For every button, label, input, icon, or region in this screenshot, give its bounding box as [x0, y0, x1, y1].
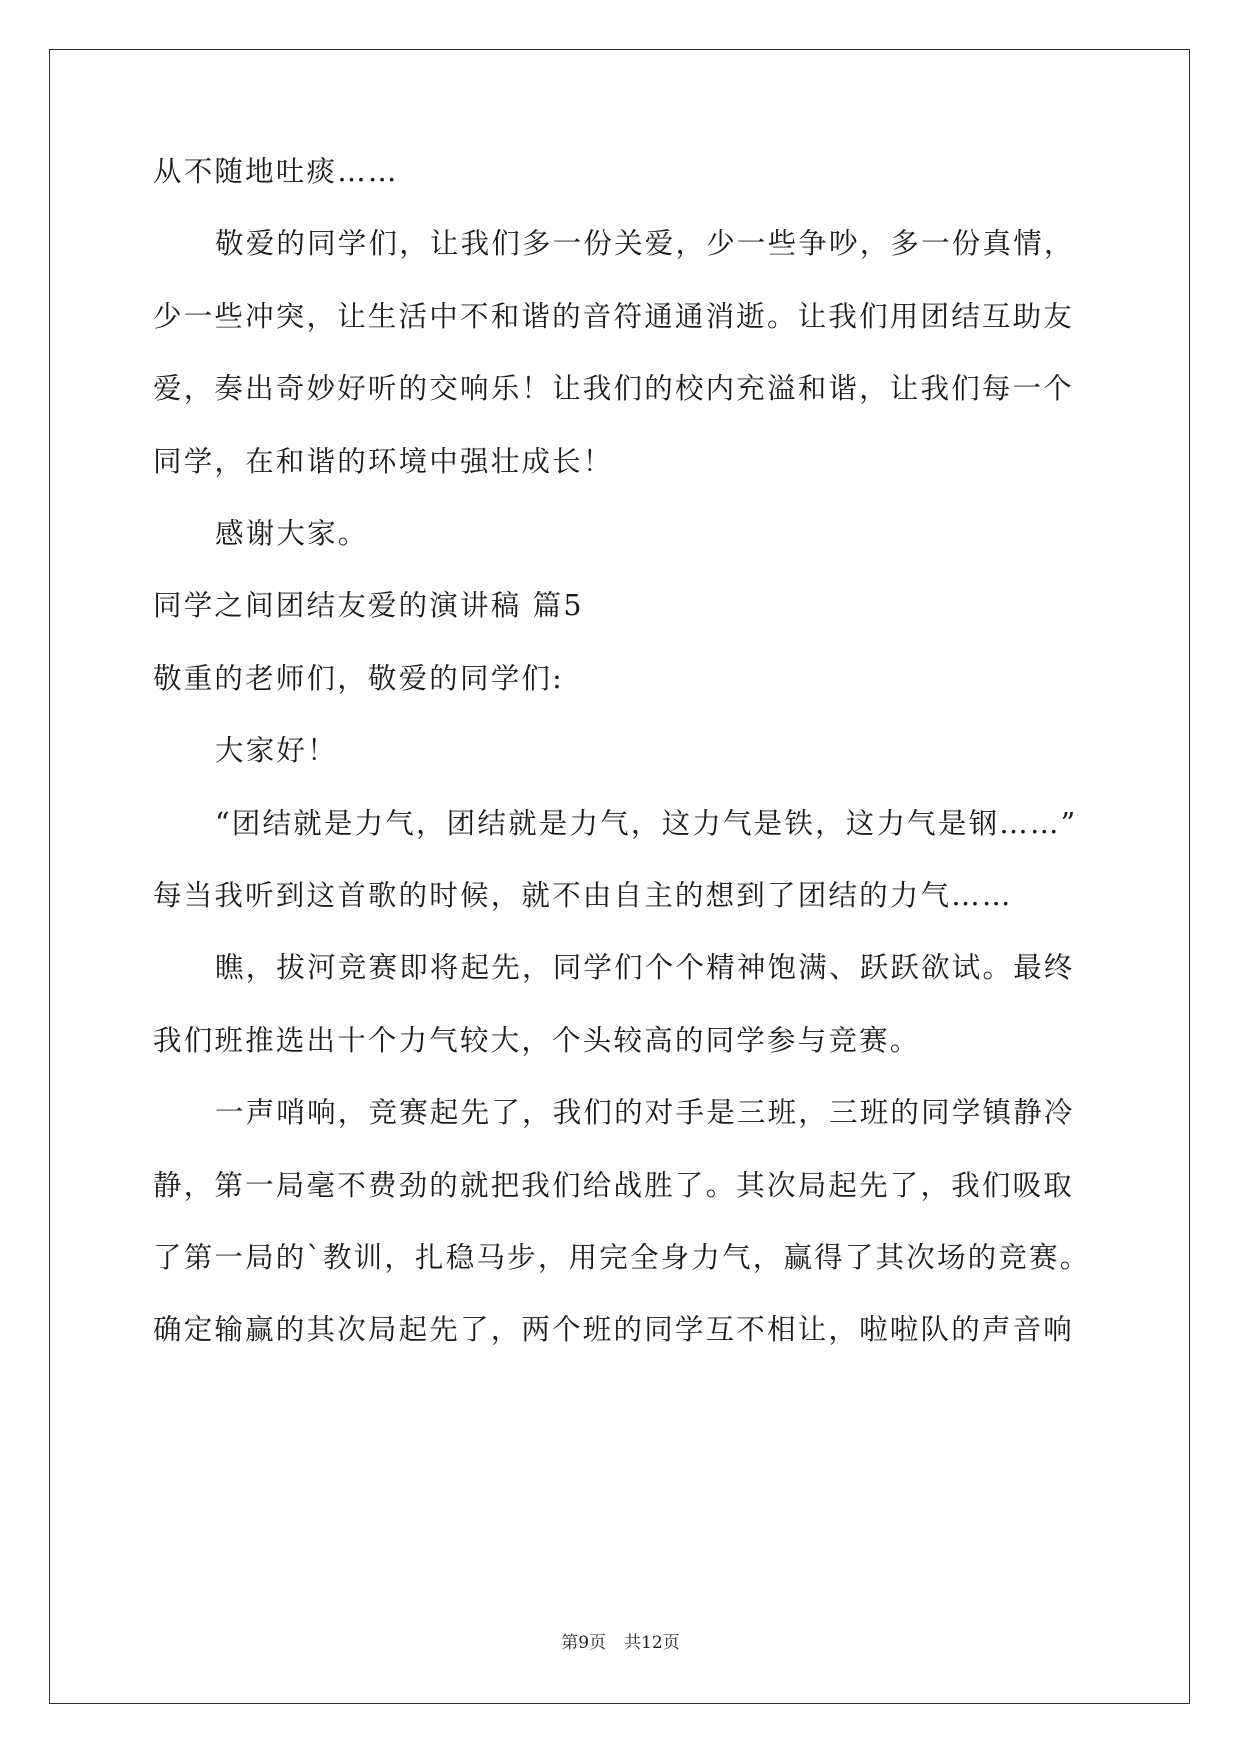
text-line: 一声哨响，竞赛起先了，我们的对手是三班，三班的同学镇静冷 — [215, 1096, 1075, 1129]
text-line: 我们班推选出十个力气较大，个头较高的同学参与竞赛。 — [153, 1024, 921, 1057]
page-footer — [0, 1632, 1241, 1654]
text-line: 静，第一局毫不费劲的就把我们给战胜了。其次局起先了，我们吸取 — [153, 1169, 1075, 1202]
section-heading: 同学之间团结友爱的演讲稿 篇5 — [153, 589, 584, 622]
text-line: 敬爱的同学们，让我们多一份关爱，少一些争吵，多一份真情， — [215, 227, 1075, 260]
text-line: 爱，奏出奇妙好听的交响乐！让我们的校内充溢和谐，让我们每一个 — [153, 372, 1075, 405]
page-number: 第9页 — [561, 1633, 607, 1653]
text-line: 感谢大家。 — [215, 517, 369, 550]
text-line: 大家好！ — [215, 734, 338, 767]
page-total: 共12页 — [624, 1633, 680, 1653]
text-line: 同学，在和谐的环境中强壮成长！ — [153, 445, 614, 478]
text-line: 少一些冲突，让生活中不和谐的音符通通消逝。让我们用团结互助友 — [153, 300, 1075, 333]
salutation: 敬重的老师们，敬爱的同学们: — [153, 662, 564, 695]
page-border — [49, 49, 1190, 1704]
text-line: 确定输赢的其次局起先了，两个班的同学互不相让，啦啦队的声音响 — [153, 1313, 1075, 1346]
text-line: 了第一局的`教训，扎稳马步，用完全身力气，赢得了其次场的竞赛。 — [153, 1241, 1091, 1274]
text-line: 瞧，拔河竞赛即将起先，同学们个个精神饱满、跃跃欲试。最终 — [215, 951, 1075, 984]
text-line: “团结就是力气，团结就是力气，这力气是铁，这力气是钢……” — [215, 807, 1078, 840]
text-line: 每当我听到这首歌的时候，就不由自主的想到了团结的力气…… — [153, 879, 1013, 912]
text-line: 从不随地吐痰…… — [153, 155, 399, 188]
